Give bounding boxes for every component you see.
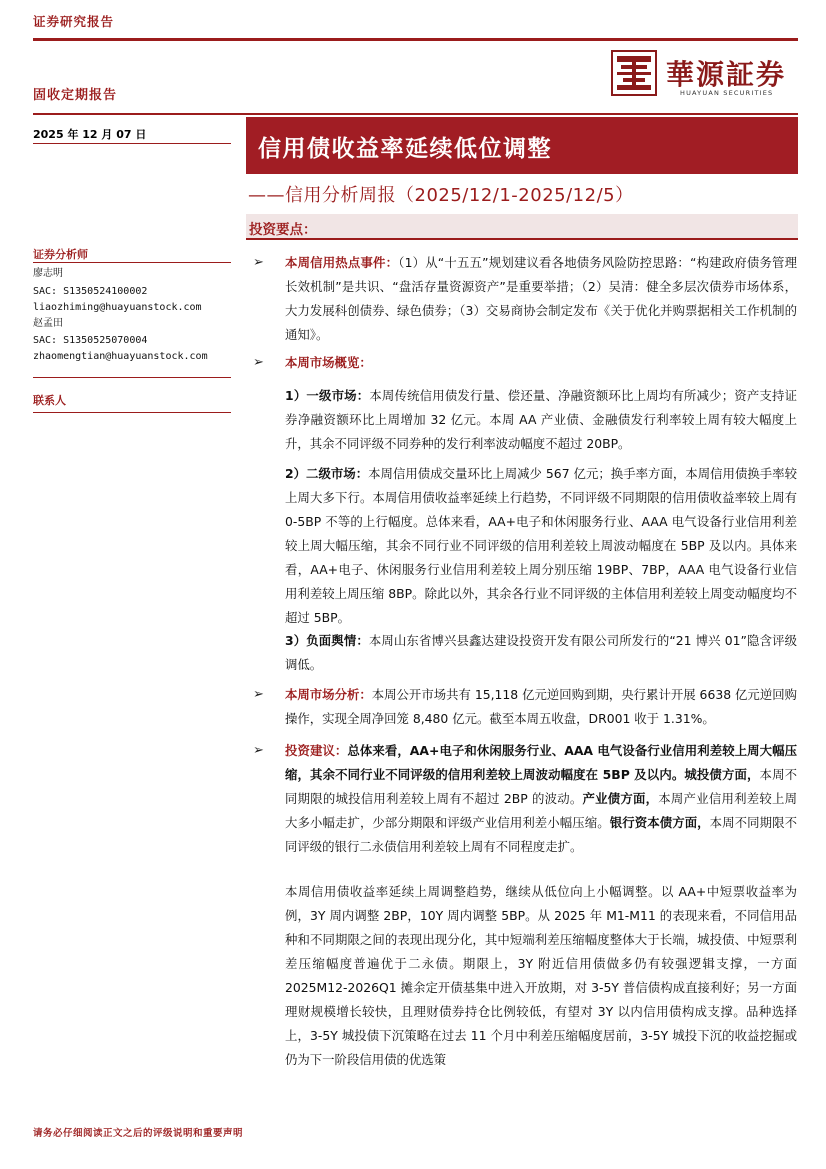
para-lead: 1）一级市场： — [285, 388, 370, 403]
para-secondary-market — [285, 462, 797, 630]
section-header: 投资要点： — [249, 222, 317, 238]
advice-bold: 总体来看，AA+电子和休闲服务行业、AAA 电气设备行业信用利差较上周大幅压缩，其余不同行业不同评级的信用利差较上周波动幅度在 5BP 及以内。城投债方面， — [285, 743, 797, 782]
report-date: 2025 年 12 月 07 日 — [33, 128, 147, 141]
para-lead: 2）二级市场： — [285, 466, 369, 481]
analyst-sac: SAC: S1350524100002 — [33, 286, 148, 297]
para-text: 本周信用债成交量环比上周减少 567 亿元；换手率方面，本周信用债换手率较上周大多下行。本周信用债收益率延续上行趋势，不同评级不同期限的信用债收益率较上周有 0-5BP 不等的上行幅度。总体来看，AA+电子和休闲服务行业、AAA 电气设备行业信用利差较上周大幅压缩，其余不同行业不同评级的信用利差较上周波动幅度在 5BP 及以内。具体来看，AA+电子、休闲服务行业信用利差较上周分别压缩 19BP、7BP，AAA 电气设备行业信用利差较上周压缩 8BP。除此以外，其余各行业不同评级的主体信用利差较上周变动幅度均不超过 5BP。 — [285, 466, 797, 625]
para-primary-market — [285, 384, 797, 456]
analyst-email[interactable]: zhaomengtian@huayuanstock.com — [33, 351, 208, 362]
advice-text: 本周产业信用利差较上周大多小幅走扩，少部分期限和评级产业信用利差小幅压缩。 — [285, 791, 798, 830]
analyst-email[interactable]: liaozhiming@huayuanstock.com — [33, 302, 202, 313]
bullet-investment-advice — [285, 739, 797, 859]
bullet-arrow-icon: ➢ — [253, 255, 264, 270]
top-rule — [33, 38, 798, 41]
para-text: 本周山东省博兴县鑫达建设投资开发有限公司所发行的“21 博兴 01”隐含评级调低。 — [285, 633, 797, 672]
bullet-arrow-icon: ➢ — [253, 743, 264, 758]
para-negative-news — [285, 629, 797, 677]
bullet-arrow-icon: ➢ — [253, 687, 264, 702]
contact-rule — [33, 412, 231, 413]
contact-heading: 联系人 — [33, 394, 66, 407]
bullet-text: （1）从“十五五”规划建议看各地债务风险防控思路：“构建政府债务管理长效机制”是共识、“盘活存量资源资产”是重要举措；（2）吴清：健全多层次债券市场体系，大力发展科创债券、绿色债券；（3）交易商协会制定发布《关于优化并购票据相关工作机制的通知》。 — [285, 255, 798, 342]
report-subtitle: ——信用分析周报（2025/12/1-2025/12/5） — [248, 185, 634, 206]
bullet-lead: 本周市场分析： — [285, 687, 372, 702]
advice-bold: 产业债方面， — [582, 791, 659, 806]
logo-text-en: HUAYUAN SECURITIES — [680, 89, 774, 97]
bullet-market-analysis — [285, 683, 797, 731]
analyst-name: 赵孟田 — [33, 318, 63, 329]
sidebar-rule — [33, 143, 231, 144]
para-text: 本周传统信用债发行量、偿还量、净融资额环比上周均有所减少；资产支持证券净融资额环比上周增加 32 亿元。本周 AA 产业债、金融债发行利率较上周有较大幅度上升，其余不同评级不同券种的发行利率波动幅度不超过 20BP。 — [285, 388, 798, 451]
header-rule — [33, 113, 798, 115]
bullet-market-overview — [285, 351, 797, 375]
advice-text: 本周不同期限的城投信用利差较上周有不超过 2BP 的波动。 — [285, 767, 797, 806]
bullet-lead: 本周市场概览： — [285, 355, 372, 370]
report-type: 证券研究报告 — [33, 14, 115, 29]
analyst-name: 廖志明 — [33, 268, 63, 279]
advice-text: 本周不同期限不同评级的银行二永债信用利差较上周有不同程度走扩。 — [285, 815, 798, 854]
bullet-text: 本周公开市场共有 15,118 亿元逆回购到期，央行累计开展 6638 亿元逆回购操作，实现全周净回笼 8,480 亿元。截至本周五收盘，DR001 收于 1.31%。 — [285, 687, 797, 726]
section-rule — [246, 238, 798, 240]
para-lead: 3）负面舆情： — [285, 633, 369, 648]
analysts-rule — [33, 262, 231, 263]
para-outlook — [285, 880, 797, 1072]
huayuan-logo-icon — [611, 50, 657, 96]
bullet-lead: 投资建议： — [285, 743, 348, 758]
bullet-hot-events — [285, 251, 797, 347]
section-header-bg — [246, 214, 798, 238]
bullet-lead: 本周信用热点事件： — [285, 255, 399, 270]
footer-disclaimer: 请务必仔细阅读正文之后的评级说明和重要声明 — [33, 1128, 244, 1139]
logo-text-cn: 華源証券 — [666, 58, 787, 91]
advice-bold: 银行资本债方面， — [609, 815, 710, 830]
analyst-sac: SAC: S1350525070004 — [33, 335, 148, 346]
report-category: 固收定期报告 — [33, 88, 118, 103]
analysts-heading: 证券分析师 — [33, 248, 88, 261]
contact-top-rule — [33, 377, 231, 378]
bullet-arrow-icon: ➢ — [253, 355, 264, 370]
report-title: 信用债收益率延续低位调整 — [258, 136, 552, 162]
para-text: 本周信用债收益率延续上周调整趋势，继续从低位向上小幅调整。以 AA+中短票收益率为例，3Y 周内调整 2BP，10Y 周内调整 5BP。从 2025 年 M1-M11 的表现来看，不同信用品种和不同期限之间的表现出现分化，其中短端利差压缩幅度整体大于长端，城投债、中短票利差压缩幅度普遍优于二永债。期限上，3Y 附近信用债做多仍有较强逻辑支撑，一方面 2025M12-2026Q1 摊余定开债基集中进入开放期，对 3-5Y 普信债构成直接利好；另一方面理财规模增长较快，且理财债券持仓比例较低，有望对 3Y 以内信用债构成支撑。品种选择上，3-5Y 城投债下沉策略在过去 11 个月中利差压缩幅度居前，3-5Y 城投下沉的收益挖掘或仍为下一阶段信用债的优选策 — [285, 884, 797, 1067]
